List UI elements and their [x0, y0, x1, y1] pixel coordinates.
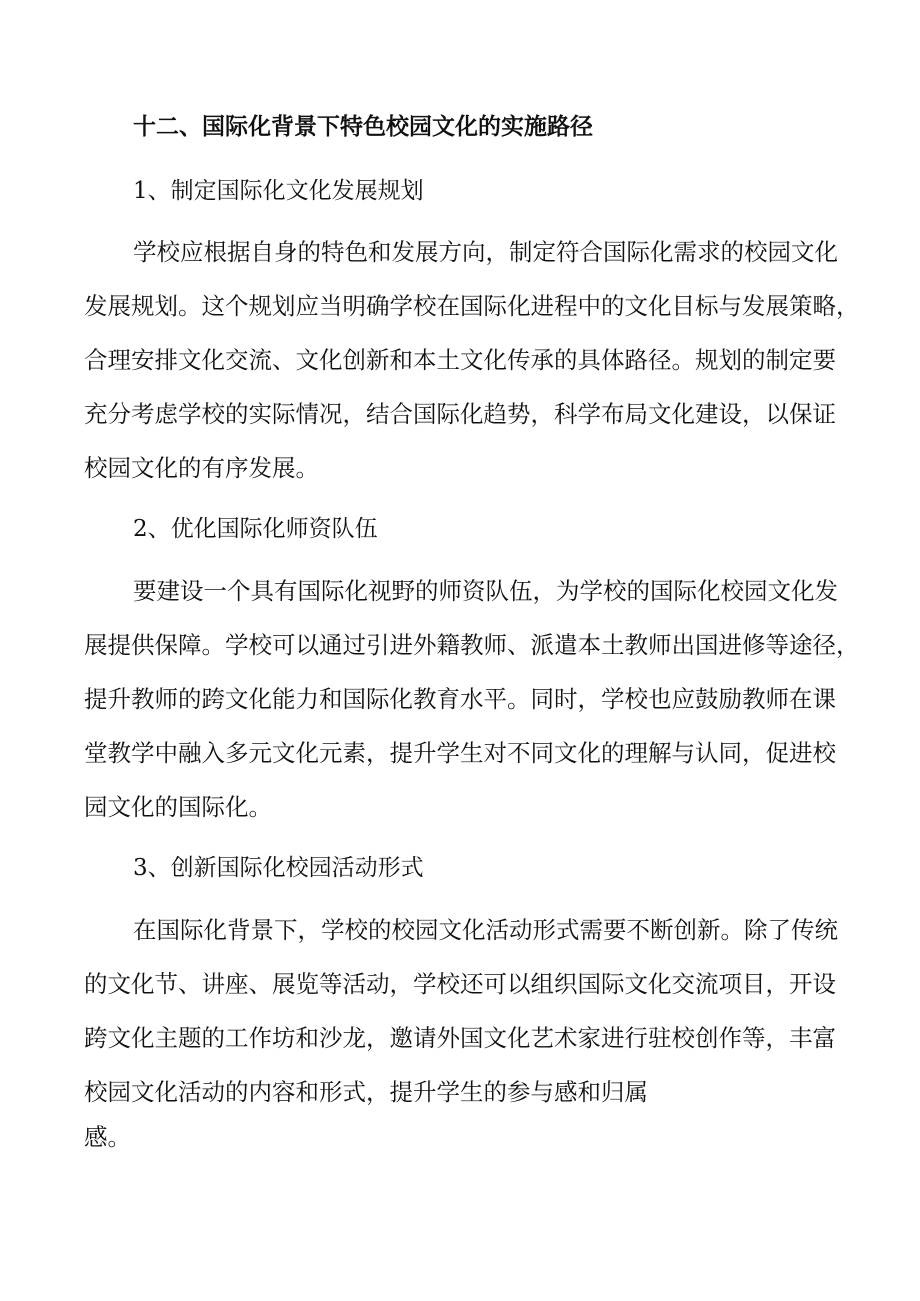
paragraph-line: 发展规划。这个规划应当明确学校在国际化进程中的文化目标与发展策略，: [84, 292, 860, 320]
paragraph-line: 合理安排文化交流、文化创新和本土文化传承的具体路径。规划的制定要: [84, 346, 836, 374]
paragraph-line: 园文化的国际化。: [84, 793, 272, 821]
paragraph-line: 在国际化背景下，学校的校园文化活动形式需要不断创新。除了传统: [133, 916, 838, 944]
paragraph-line: 的文化节、讲座、展览等活动，学校还可以组织国际文化交流项目，开设: [84, 970, 836, 998]
paragraph-line: 要建设一个具有国际化视野的师资队伍，为学校的国际化校园文化发: [133, 577, 838, 605]
paragraph-line: 堂教学中融入多元文化元素，提升学生对不同文化的理解与认同，促进校: [84, 739, 836, 767]
paragraph-line: 学校应根据自身的特色和发展方向，制定符合国际化需求的校园文化: [133, 238, 838, 266]
subsection-heading-2: 2、优化国际化师资队伍: [133, 516, 378, 542]
subsection-heading-1: 1、制定国际化文化发展规划: [133, 178, 424, 204]
section-title: 十二、国际化背景下特色校园文化的实施路径: [133, 113, 593, 140]
paragraph-line: 感。: [84, 1123, 131, 1151]
paragraph-line: 提升教师的跨文化能力和国际化教育水平。同时，学校也应鼓励教师在课: [84, 685, 836, 713]
paragraph-line: 校园文化活动的内容和形式，提升学生的参与感和归属: [84, 1078, 648, 1106]
paragraph-line: 展提供保障。学校可以通过引进外籍教师、派遣本土教师出国进修等途径，: [84, 631, 860, 659]
paragraph-line: 充分考虑学校的实际情况，结合国际化趋势，科学布局文化建设，以保证: [84, 400, 836, 428]
paragraph-line: 跨文化主题的工作坊和沙龙，邀请外国文化艺术家进行驻校创作等，丰富: [84, 1024, 836, 1052]
subsection-heading-3: 3、创新国际化校园活动形式: [133, 855, 424, 881]
paragraph-line: 校园文化的有序发展。: [84, 454, 319, 482]
